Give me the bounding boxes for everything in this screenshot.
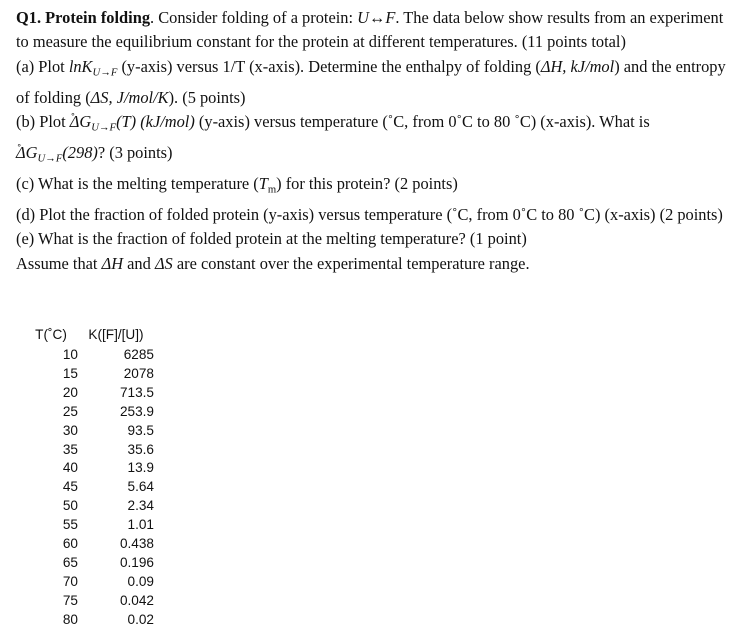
- reaction: U↔F: [357, 8, 396, 27]
- table-row: [24, 365, 154, 384]
- table-body: [24, 346, 154, 630]
- temperature-cell: 10: [62, 347, 78, 362]
- table-row: [24, 478, 154, 497]
- temperature-cell: 65: [62, 554, 78, 570]
- equilibrium-constant-cell: 0.09: [127, 573, 154, 589]
- equilibrium-constant-cell: 1.01: [127, 517, 154, 533]
- equilibrium-constant-cell: 253.9: [119, 403, 154, 419]
- equilibrium-constant-cell: 93.5: [127, 422, 154, 438]
- table-row: [24, 346, 154, 365]
- temperature-cell: 20: [62, 384, 78, 400]
- temperature-cell: 15: [62, 365, 78, 381]
- problem-statement: [16, 6, 728, 276]
- table-row: [24, 422, 154, 441]
- problem-title: Q1. Protein folding: [16, 8, 151, 27]
- part-a: (a) Plot lnK$_{U\to F}$ (y-axis) versus 1/T (x-axis). Determine the enthalpy of folding (ΔH, kJ/mol) and the entropy of folding (ΔS, J/mol/K). (5 points): [16, 56, 726, 107]
- table-row: [24, 384, 154, 403]
- table-row: [24, 459, 154, 478]
- equilibrium-constant-cell: 713.5: [119, 384, 154, 400]
- equilibrium-constant-cell: 0.438: [119, 536, 154, 552]
- table-row: [24, 516, 154, 535]
- assumption: Assume that ΔH and ΔS are constant over the experimental temperature range.: [16, 253, 530, 273]
- part-e: (e) What is the fraction of folded protein at the melting temperature? (1 point): [16, 229, 527, 249]
- table-row: [24, 554, 154, 573]
- part-b: (b) Plot ˚ $\Delta G_{U\to F}(T)$ (kJ/mol) (y-axis) versus temperature (˚C, from 0˚C to 80 ˚C) (x-axis). What is ˚ $\Delta G_{U\to F}(298)$? (3 points): [16, 110, 728, 172]
- equilibrium-constant-cell: 0.042: [119, 592, 154, 608]
- part-d: (d) Plot the fraction of folded protein (y-axis) versus temperature (˚C, from 0˚C to 80 ˚C) (x-axis) (2 points): [16, 204, 723, 224]
- table-row: [24, 592, 154, 611]
- equilibrium-constant-cell: 5.64: [127, 479, 154, 495]
- table-row: [24, 573, 154, 592]
- table-row: [24, 535, 154, 554]
- equilibrium-constant-cell: 13.9: [127, 460, 154, 476]
- table-row: [24, 611, 154, 630]
- equilibrium-constant-cell: 0.02: [127, 611, 154, 627]
- equilibrium-constant-cell: 35.6: [127, 441, 154, 457]
- temperature-cell: 25: [62, 403, 78, 419]
- part-c: (c) What is the melting temperature $(T_m)$ for this protein? (2 points): [16, 173, 458, 196]
- problem-intro: Q1. Protein folding. Consider folding of a protein: U↔F. The data below show results from an experiment to measure the equilibrium constant for the protein at different temperatures. (11 points total): [16, 8, 724, 52]
- header-equilibrium-constant: K([F]/[U]): [88, 326, 144, 342]
- temperature-cell: 75: [62, 592, 78, 608]
- data-table: [24, 324, 154, 630]
- table-row: [24, 441, 154, 460]
- table-row: [24, 497, 154, 516]
- temperature-cell: 80: [62, 611, 78, 627]
- table-row: [24, 403, 154, 422]
- equilibrium-constant-cell: 2.34: [127, 498, 154, 514]
- equilibrium-constant-cell: 2078: [123, 365, 154, 381]
- equilibrium-constant-cell: 0.196: [119, 554, 154, 570]
- temperature-cell: 35: [62, 441, 78, 457]
- header-temperature: T(˚C): [35, 326, 67, 342]
- temperature-cell: 50: [62, 498, 78, 514]
- equilibrium-constant-cell: 6285: [123, 347, 154, 362]
- table-header-row: [24, 324, 154, 346]
- temperature-cell: 55: [62, 517, 78, 533]
- temperature-cell: 40: [62, 460, 78, 476]
- temperature-cell: 30: [62, 422, 78, 438]
- temperature-cell: 60: [62, 536, 78, 552]
- temperature-cell: 45: [62, 479, 78, 495]
- temperature-cell: 70: [62, 573, 78, 589]
